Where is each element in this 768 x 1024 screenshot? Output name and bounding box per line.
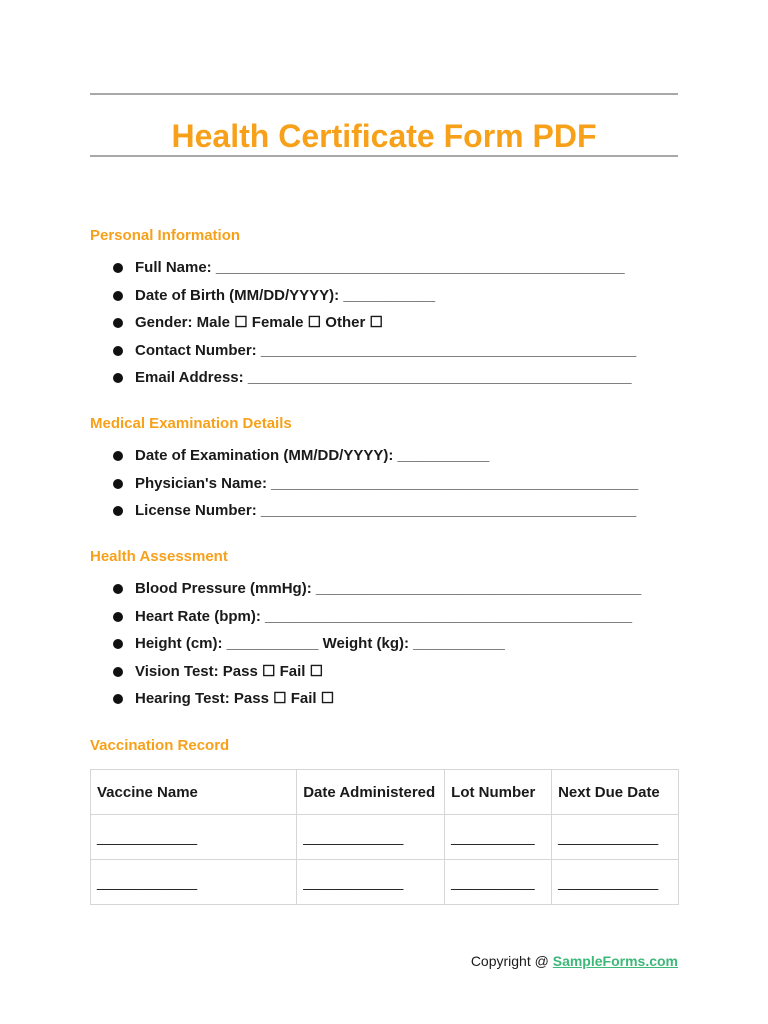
section-heading-personal: Personal Information xyxy=(90,227,241,244)
personal-info-list xyxy=(110,258,636,396)
license-number-field[interactable]: License Number: _____________________________________________ xyxy=(110,501,638,529)
top-divider xyxy=(90,93,678,95)
email-address-field[interactable]: Email Address: ______________________________________________ xyxy=(110,368,636,396)
date-of-birth-field[interactable]: Date of Birth (MM/DD/YYYY): ___________ xyxy=(110,286,636,314)
column-header-vaccine-name: Vaccine Name xyxy=(91,770,297,815)
page-title: Health Certificate Form PDF xyxy=(171,118,597,154)
gender-field[interactable]: Gender: Male ☐ Female ☐ Other ☐ xyxy=(110,313,636,341)
column-header-date-administered: Date Administered xyxy=(297,770,445,815)
blood-pressure-field[interactable]: Blood Pressure (mmHg): _______________________________________ xyxy=(110,579,641,607)
section-heading-medical: Medical Examination Details xyxy=(90,415,292,432)
vision-test-field[interactable]: Vision Test: Pass ☐ Fail ☐ xyxy=(110,662,641,690)
table-header-row xyxy=(91,770,679,815)
vaccine-name-cell[interactable]: ____________ xyxy=(91,815,297,860)
lot-number-cell[interactable]: __________ xyxy=(445,815,552,860)
section-heading-health: Health Assessment xyxy=(90,548,228,565)
copyright-text: Copyright @ xyxy=(470,953,553,969)
sampleforms-link[interactable]: SampleForms.com xyxy=(552,953,678,969)
contact-number-field[interactable]: Contact Number: _____________________________________________ xyxy=(110,341,636,369)
date-administered-cell[interactable]: ____________ xyxy=(297,860,445,905)
health-assessment-list xyxy=(110,579,641,717)
physician-name-field[interactable]: Physician's Name: ____________________________________________ xyxy=(110,474,638,502)
column-header-lot-number: Lot Number xyxy=(445,770,552,815)
medical-details-list xyxy=(110,446,638,529)
next-due-date-cell[interactable]: ____________ xyxy=(552,860,679,905)
table-row xyxy=(91,815,679,860)
copyright-footer xyxy=(471,953,678,969)
date-administered-cell[interactable]: ____________ xyxy=(297,815,445,860)
hearing-test-field[interactable]: Hearing Test: Pass ☐ Fail ☐ xyxy=(110,689,641,717)
lot-number-cell[interactable]: __________ xyxy=(445,860,552,905)
column-header-next-due-date: Next Due Date xyxy=(552,770,679,815)
vaccine-name-cell[interactable]: ____________ xyxy=(91,860,297,905)
title-divider xyxy=(90,155,678,157)
exam-date-field[interactable]: Date of Examination (MM/DD/YYYY): ___________ xyxy=(110,446,638,474)
heart-rate-field[interactable]: Heart Rate (bpm): ____________________________________________ xyxy=(110,607,641,635)
vaccination-table xyxy=(90,769,679,905)
table-row xyxy=(91,860,679,905)
full-name-field[interactable]: Full Name: _________________________________________________ xyxy=(110,258,636,286)
next-due-date-cell[interactable]: ____________ xyxy=(552,815,679,860)
height-weight-field[interactable]: Height (cm): ___________ Weight (kg): ___________ xyxy=(110,634,641,662)
section-heading-vaccination: Vaccination Record xyxy=(90,737,230,754)
